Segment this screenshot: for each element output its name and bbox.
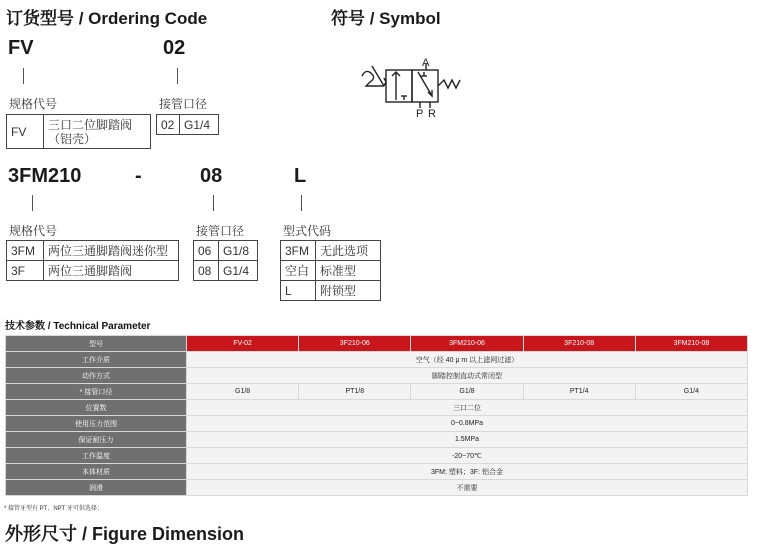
figure-dimension-title: 外形尺寸 / Figure Dimension — [5, 524, 245, 544]
fm-code-dash: - — [135, 165, 142, 187]
table-row — [6, 432, 748, 448]
table-row — [281, 281, 381, 301]
fm-code-part1: 3FM210 — [8, 165, 82, 187]
row-value: 空气（经 40 μ m 以上滤网过滤） — [187, 352, 748, 368]
row-value: 三口二位 — [187, 400, 748, 416]
fv-port-label: 接管口径 — [159, 97, 208, 111]
fv-port-table — [156, 114, 219, 135]
fv-spec-table — [6, 114, 151, 149]
table-row — [6, 384, 748, 400]
header-cell: 3FM210-08 — [635, 336, 747, 352]
fv-port-code: 02 — [157, 115, 180, 135]
fv-code-part1: FV — [8, 37, 34, 59]
row-label: 使用压力范围 — [6, 416, 187, 432]
table-row — [194, 241, 258, 261]
row-value: 不需要 — [187, 480, 748, 496]
header-cell-model: 型号 — [6, 336, 187, 352]
fm-spec-label: 规格代号 — [9, 224, 58, 238]
fm-type-table — [280, 240, 381, 301]
row-label: 工作介质 — [6, 352, 187, 368]
fm-type-desc: 附锁型 — [316, 281, 381, 301]
table-row — [7, 115, 151, 149]
fm-spec-table — [6, 240, 179, 281]
header-cell: FV-02 — [187, 336, 299, 352]
fm-port-label: 接管口径 — [196, 224, 245, 238]
fv-connector-line-1 — [23, 68, 24, 84]
table-row — [6, 480, 748, 496]
row-value: 脚踏控制直动式常闭型 — [187, 368, 748, 384]
row-value: G1/8 — [411, 384, 523, 400]
fv-code-part2: 02 — [163, 37, 186, 59]
row-label: 润滑 — [6, 480, 187, 496]
row-value: G1/8 — [187, 384, 299, 400]
fm-spec-code: 3F — [7, 261, 44, 281]
fm-type-desc: 标准型 — [316, 261, 381, 281]
fm-spec-desc: 两位三通脚踏阀 — [44, 261, 179, 281]
symbol-port-a: A — [422, 57, 430, 69]
fm-code-part2: 08 — [200, 165, 223, 187]
table-row — [7, 261, 179, 281]
symbol-port-p: P — [416, 108, 424, 118]
tech-param-title: 技术参数 / Technical Parameter — [5, 321, 151, 332]
fv-spec-label: 规格代号 — [9, 97, 58, 111]
fm-connector-line-3 — [301, 195, 302, 211]
table-row — [6, 352, 748, 368]
table-row — [281, 261, 381, 281]
symbol-port-r: R — [428, 108, 436, 118]
row-label: 保证耐压力 — [6, 432, 187, 448]
symbol-title: 符号 / Symbol — [331, 9, 441, 28]
fm-type-code: 空白 — [281, 261, 316, 281]
fm-code-part3: L — [294, 165, 307, 187]
table-row — [6, 448, 748, 464]
row-label: * 接管口径 — [6, 384, 187, 400]
row-label: 位置数 — [6, 400, 187, 416]
row-label: 本体材质 — [6, 464, 187, 480]
table-row — [194, 261, 258, 281]
row-value: 3FM: 塑料；3F: 铝合金 — [187, 464, 748, 480]
fm-port-size: G1/4 — [219, 261, 258, 281]
fm-port-code: 08 — [194, 261, 219, 281]
fv-spec-desc — [44, 115, 151, 149]
fv-spec-desc-line1: 三口二位脚踏阀 — [48, 117, 133, 132]
fm-port-table — [193, 240, 258, 281]
fm-connector-line-1 — [32, 195, 33, 211]
fm-port-code: 06 — [194, 241, 219, 261]
tech-param-table — [5, 335, 748, 496]
table-row — [7, 241, 179, 261]
fv-spec-code: FV — [7, 115, 44, 149]
fm-spec-code: 3FM — [7, 241, 44, 261]
table-row — [6, 368, 748, 384]
table-row — [157, 115, 219, 135]
table-row — [6, 416, 748, 432]
table-row — [6, 464, 748, 480]
header-cell: 3F210-08 — [523, 336, 635, 352]
fm-connector-line-2 — [213, 195, 214, 211]
row-value: PT1/4 — [523, 384, 635, 400]
fm-type-code: 3FM — [281, 241, 316, 261]
fv-spec-desc-line2: （铝壳） — [48, 131, 97, 146]
row-value: 1.5MPa — [187, 432, 748, 448]
ordering-code-title: 订货型号 / Ordering Code — [6, 9, 208, 28]
fm-type-desc: 无此选项 — [316, 241, 381, 261]
table-row — [6, 400, 748, 416]
valve-symbol-icon — [358, 56, 470, 118]
table-header-row — [6, 336, 748, 352]
fm-port-size: G1/8 — [219, 241, 258, 261]
footnote: * 接管牙型有 PT、NPT 牙可供选择； — [4, 506, 103, 512]
table-row — [281, 241, 381, 261]
row-label: 工作温度 — [6, 448, 187, 464]
fm-type-code: L — [281, 281, 316, 301]
fm-type-label: 型式代码 — [283, 224, 332, 238]
fv-port-size: G1/4 — [180, 115, 219, 135]
fm-spec-desc: 两位三通脚踏阀迷你型 — [44, 241, 179, 261]
header-cell: 3F210-06 — [299, 336, 411, 352]
row-value: 0~0.8MPa — [187, 416, 748, 432]
header-cell: 3FM210-06 — [411, 336, 523, 352]
row-label: 动作方式 — [6, 368, 187, 384]
row-value: -20~70℃ — [187, 448, 748, 464]
row-value: G1/4 — [635, 384, 747, 400]
row-value: PT1/8 — [299, 384, 411, 400]
fv-connector-line-2 — [177, 68, 178, 84]
